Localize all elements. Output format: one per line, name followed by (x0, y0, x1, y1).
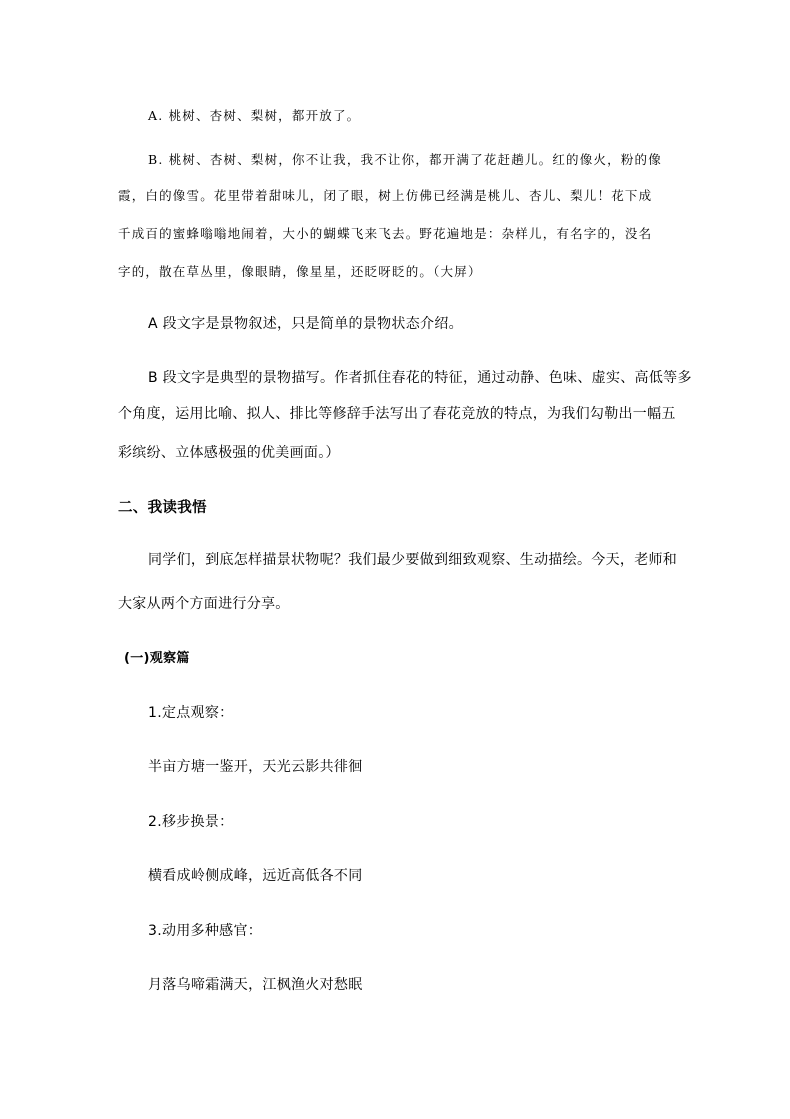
section-2-title: 二、我读我悟 (118, 500, 207, 516)
passage-b-line-3: 千成百的蜜蜂嗡嗡地闹着，大小的蝴蝶飞来飞去。野花遍地是：杂样儿，有名字的，没名 (118, 226, 653, 241)
observation-item-1-example: 半亩方塘一鉴开，天光云影共徘徊 (148, 759, 363, 775)
observation-title: (一)观察篇 (124, 651, 190, 666)
passage-b-line-2: 霞，白的像雪。花里带着甜味儿，闭了眼，树上仿佛已经满是桃儿、杏儿、梨儿！花下成 (118, 188, 653, 203)
observation-item-3-label: 3.动用多种感官： (148, 923, 263, 939)
observation-item-2-example: 横看成岭侧成峰，远近高低各不同 (148, 868, 363, 884)
passage-a-line: A. 桃树、杏树、梨树，都开放了。 (148, 108, 361, 123)
analysis-a-comment: A 段文字是景物叙述，只是简单的景物状态介绍。 (148, 316, 463, 332)
section-2-intro-line-2: 大家从两个方面进行分享。 (118, 596, 290, 612)
observation-item-3-example: 月落乌啼霜满天，江枫渔火对愁眠 (148, 977, 363, 993)
analysis-b-comment-line-3: 彩缤纷、立体感极强的优美画面。） (118, 445, 340, 461)
observation-item-1-label: 1.定点观察： (148, 705, 234, 721)
observation-item-2-label: 2.移步换景： (148, 814, 234, 830)
analysis-b-comment-line-1: B 段文字是典型的景物描写。作者抓住春花的特征，通过动静、色味、虚实、高低等多 (148, 370, 692, 386)
passage-b-line-1: B. 桃树、杏树、梨树，你不让我，我不让你，都开满了花赶趟儿。红的像火，粉的像 (148, 152, 662, 167)
section-2-intro-line-1: 同学们，到底怎样描景状物呢？我们最少要做到细致观察、生动描绘。今天，老师和 (148, 552, 678, 568)
passage-b-line-4: 字的，散在草丛里，像眼睛，像星星，还眨呀眨的。（大屏） (118, 264, 482, 279)
analysis-b-comment-line-2: 个角度，运用比喻、拟人、排比等修辞手法写出了春花竞放的特点，为我们勾勒出一幅五 (118, 406, 676, 422)
